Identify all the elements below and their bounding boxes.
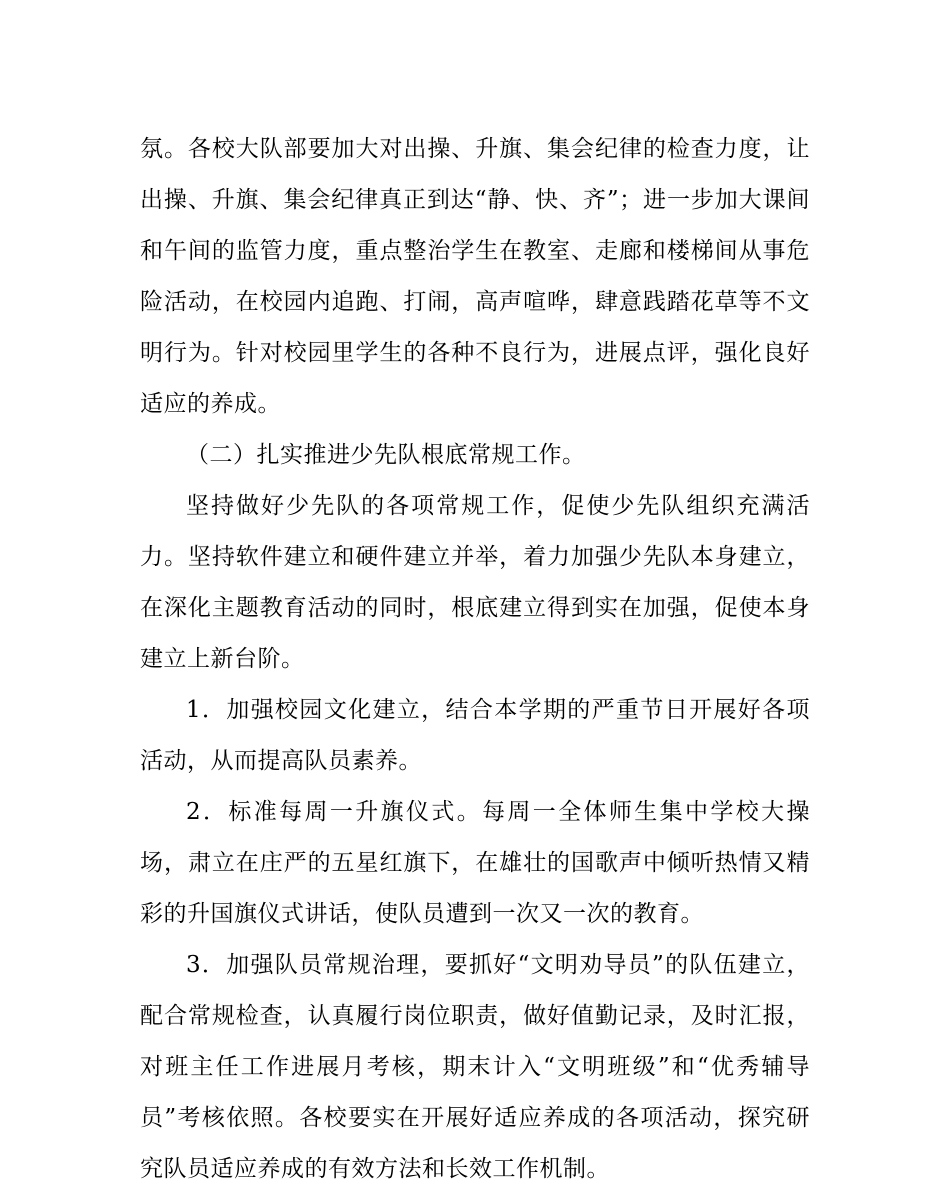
document-body — [140, 124, 810, 1195]
paragraph-intro: 坚持做好少先队的各项常规工作，促使少先队组织充满活力。坚持软件建立和硬件建立并举，着力加强少先队本身建立，在深化主题教育活动的同时，根底建立得到实在加强，促使本身建立上新台阶。 — [140, 493, 810, 672]
list-item-1: 1．加强校园文化建立，结合本学期的严重节日开展好各项活动，从而提高队员素养。 — [140, 697, 810, 774]
list-item-2: 2．标准每周一升旗仪式。每周一全体师生集中学校大操场，肃立在庄严的五星红旗下，在雄壮的国歌声中倾听热情又精彩的升国旗仪式讲话，使队员遭到一次又一次的教育。 — [140, 799, 810, 927]
list-item-3: 3．加强队员常规治理，要抓好“文明劝导员”的队伍建立，配合常规检查，认真履行岗位职责，做好值勤记录，及时汇报，对班主任工作进展月考核，期末计入“文明班级”和“优秀辅导员”考核依照。各校要实在开展好适应养成的各项活动，探究研究队员适应养成的有效方法和长效工作机制。 — [140, 952, 810, 1182]
paragraph-continuation: 氛。各校大队部要加大对出操、升旗、集会纪律的检查力度，让出操、升旗、集会纪律真正到达“静、快、齐”；进一步加大课间和午间的监管力度，重点整治学生在教室、走廊和楼梯间从事危险活动，在校园内追跑、打闹，高声喧哗，肆意践踏花草等不文明行为。针对校园里学生的各种不良行为，进展点评，强化良好适应的养成。 — [140, 136, 810, 417]
section-heading: （二）扎实推进少先队根底常规工作。 — [186, 442, 586, 468]
